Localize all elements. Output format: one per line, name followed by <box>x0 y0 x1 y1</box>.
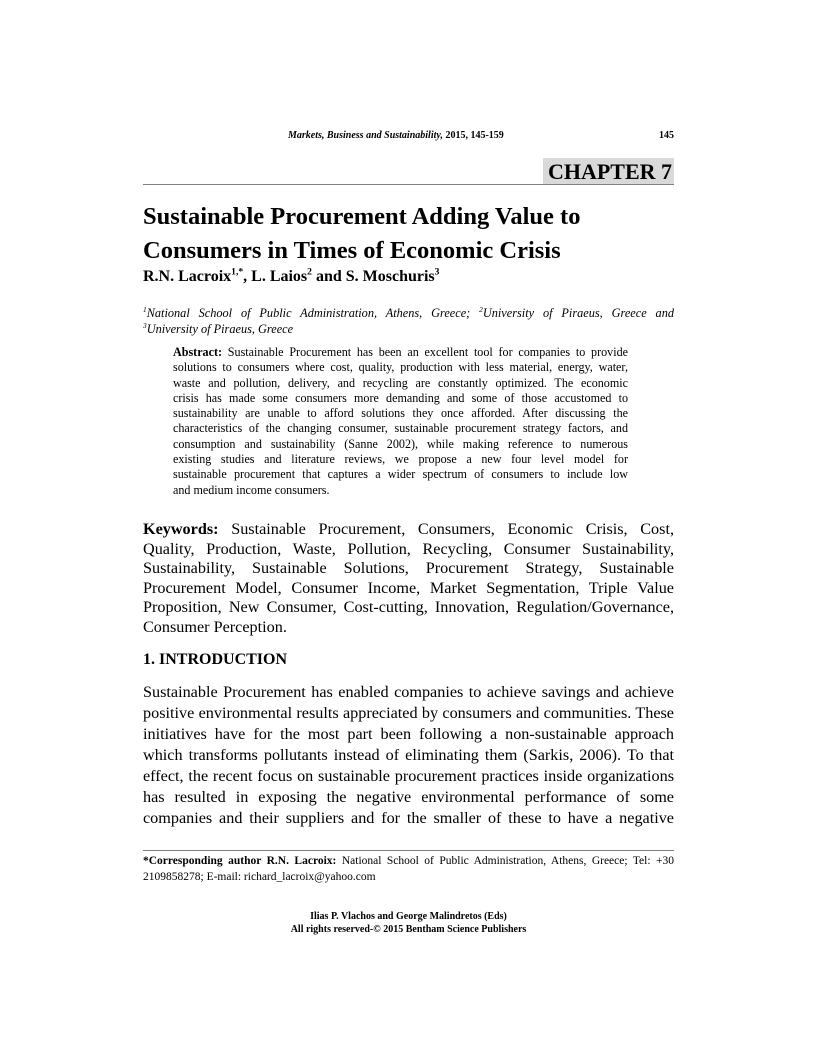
keywords-line: Proposition, New Consumer, Cost-cutting, Innovation, Regulation/Governance, <box>143 598 674 617</box>
author-sup: 2 <box>307 266 312 278</box>
header-rule <box>143 184 674 185</box>
affil-sup: 1 <box>143 304 147 314</box>
keywords-line: Sustainability, Sustainable Solutions, Procurement Strategy, Sustainable <box>143 559 674 578</box>
copyright: All rights reserved-© 2015 Bentham Science Publishers <box>290 924 527 935</box>
affiliation: National School of Public Administration, Athens, Greece; <box>146 306 480 320</box>
abstract-line: existing studies and literature reviews, we propose a new four level model for <box>173 452 628 467</box>
footnote-label: *Corresponding author R.N. Lacroix: <box>143 855 337 867</box>
chapter-label: CHAPTER 7 <box>543 158 674 185</box>
abstract-label: Abstract: <box>173 345 223 359</box>
abstract <box>173 345 628 498</box>
abstract-line: solutions to consumers where cost, quality, production with less material, energy, water, <box>173 360 628 375</box>
abstract-line: consumption and sustainability (Sanne 2002), while making reference to numerous <box>173 436 628 451</box>
keywords-line: Procurement Model, Consumer Income, Market Segmentation, Triple Value <box>143 578 674 597</box>
affiliations <box>143 305 674 337</box>
abstract-line: and medium income consumers. <box>173 482 330 497</box>
keywords-line <box>143 520 674 540</box>
affil-sup: 2 <box>479 304 483 314</box>
abstract-line: characteristics of the changing consumer, sustainable procurement strategy factors, and <box>173 421 628 436</box>
section-heading: 1. INTRODUCTION <box>143 651 288 668</box>
title-line: Sustainable Procurement Adding Value to <box>143 203 581 230</box>
footnote-line <box>143 853 674 869</box>
author: R.N. Lacroix <box>143 268 232 285</box>
journal-details: 2015, 145-159 <box>442 130 504 141</box>
journal-citation <box>288 130 504 141</box>
abstract-line: crisis has made some consumers more demanding and some of those accustomed to <box>173 390 628 405</box>
keywords <box>143 520 674 638</box>
keywords-text: Sustainable Procurement, Consumers, Economic Crisis, Cost, <box>218 520 674 538</box>
footnote-rule <box>143 850 674 851</box>
footnote-text: National School of Public Administration, Athens, Greece; Tel: +30 <box>336 855 674 867</box>
paragraph-line: Sustainable Procurement has enabled companies to achieve savings and achieve <box>143 683 674 701</box>
authors <box>143 268 439 286</box>
abstract-line: sustainability are unable to afford solutions they once afforded. After discussing the <box>173 406 628 421</box>
author: , L. Laios <box>243 268 308 285</box>
journal-name: Markets, Business and Sustainability, <box>288 130 443 141</box>
paragraph-line: which transforms pollutants instead of eliminating them (Sarkis, 2006). To that <box>143 746 674 764</box>
footnote <box>143 853 674 885</box>
affil-sup: 3 <box>143 320 147 330</box>
paragraph-line: effect, the recent focus on sustainable procurement practices inside organizations <box>143 767 674 785</box>
editors: Ilias P. Vlachos and George Malindretos (Eds) <box>310 911 507 922</box>
keywords-line: Quality, Production, Waste, Pollution, Recycling, Consumer Sustainability, <box>143 539 674 558</box>
keywords-label: Keywords: <box>143 520 219 538</box>
paragraph-line: initiatives have for the most part been following a non-sustainable approach <box>143 725 674 743</box>
page-number: 145 <box>659 130 674 141</box>
abstract-line: sustainable procurement that captures a wider spectrum of consumers to include low <box>173 467 628 482</box>
paragraph-line: companies and their suppliers and for the smaller of these to have a negative <box>143 809 674 827</box>
abstract-text: Sustainable Procurement has been an excellent tool for companies to provide <box>222 345 628 359</box>
author: and S. Moschuris <box>311 268 435 285</box>
paragraph-line: has resulted in exposing the negative environmental performance of some <box>143 788 674 806</box>
chapter-title <box>143 200 580 268</box>
author-sup: 1,* <box>231 266 244 278</box>
page-footer <box>143 910 674 936</box>
paragraph-line: positive environmental results appreciated by consumers and communities. These <box>143 704 674 722</box>
abstract-line: waste and pollution, delivery, and recycling are constantly optimized. The economic <box>173 375 628 390</box>
keywords-line: Consumer Perception. <box>143 617 287 636</box>
affiliation: University of Piraeus, Greece <box>146 322 294 336</box>
author-sup: 3 <box>434 266 440 278</box>
abstract-line <box>173 345 628 360</box>
affiliation-line <box>143 321 674 337</box>
affiliation-line <box>143 305 674 321</box>
footnote-line: 2109858278; E-mail: richard_lacroix@yahoo.com <box>143 871 376 883</box>
intro-paragraph <box>143 682 674 829</box>
affiliation: University of Piraeus, Greece and <box>482 306 675 320</box>
title-line: Consumers in Times of Economic Crisis <box>143 237 561 264</box>
